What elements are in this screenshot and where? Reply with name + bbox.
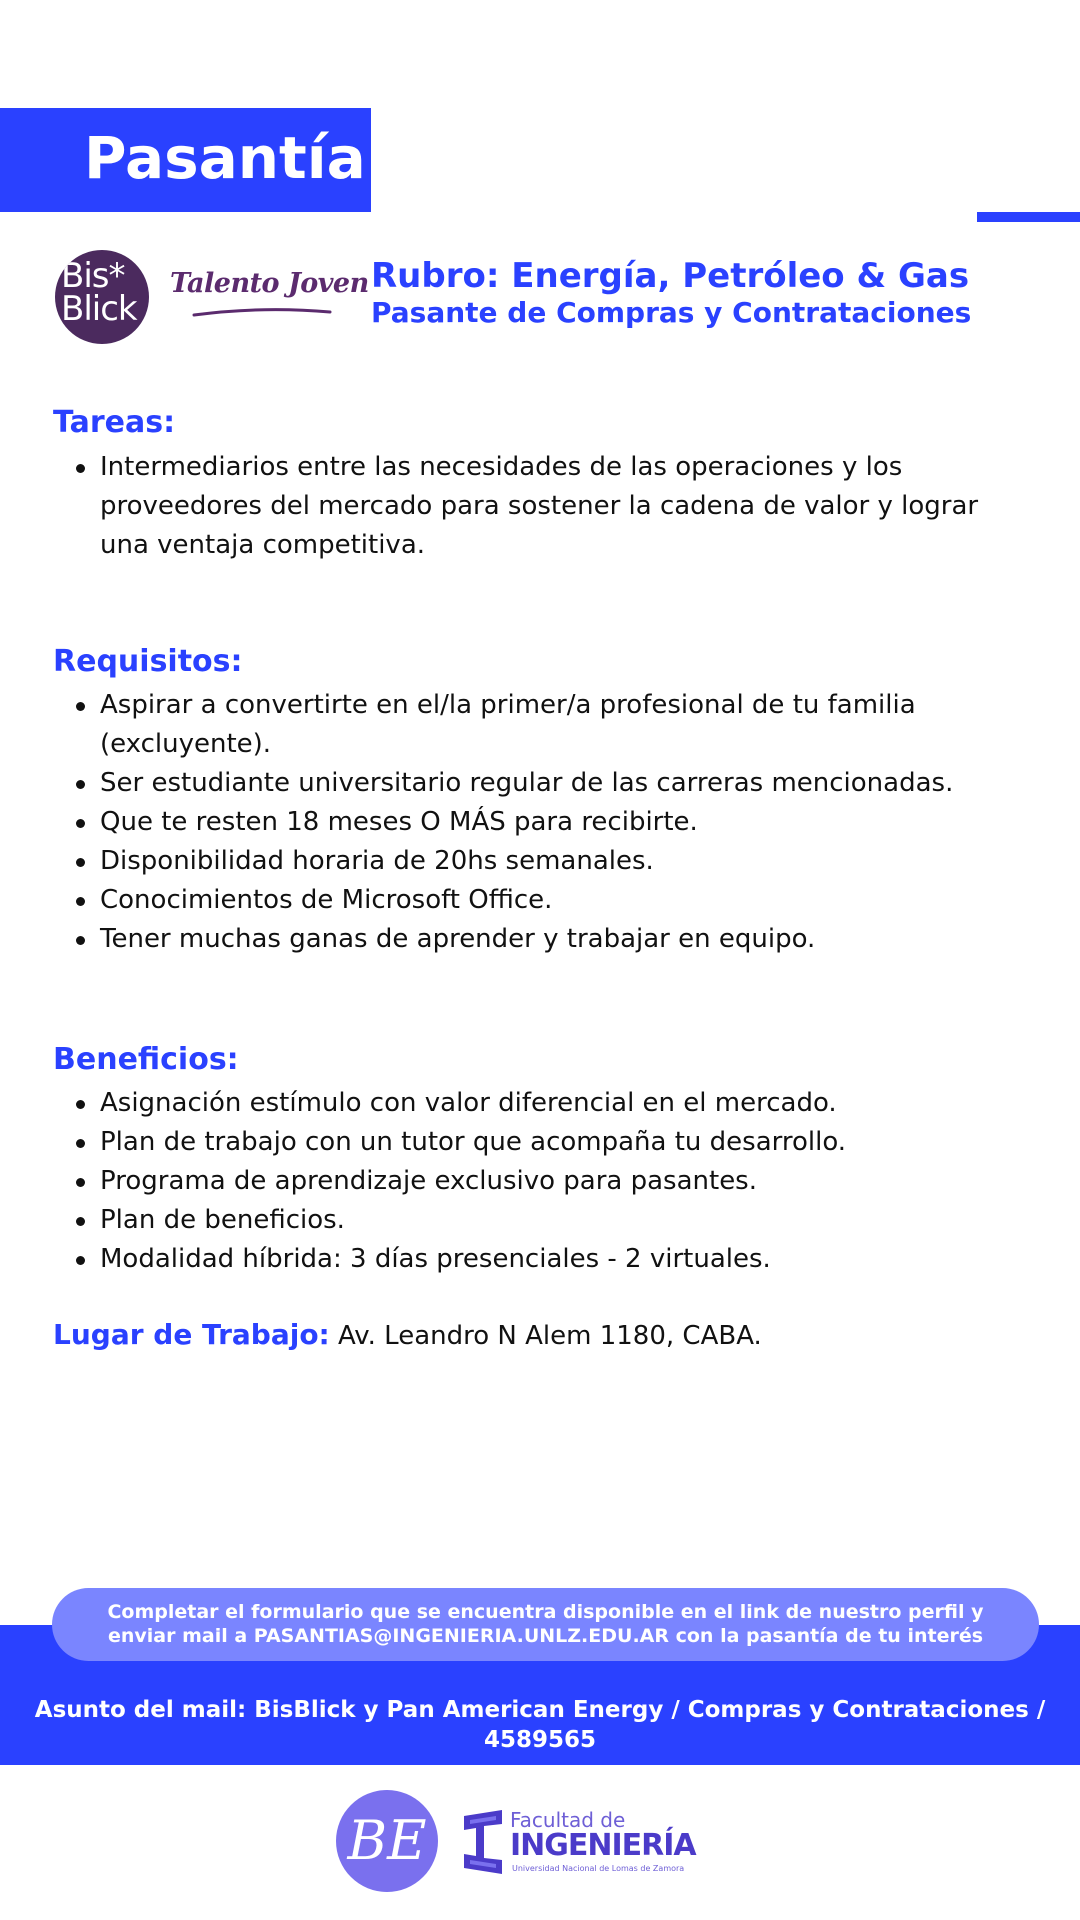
- work-location-value: Av. Leandro N Alem 1180, CABA.: [329, 1321, 762, 1351]
- instructions-line2: enviar mail a PASANTIAS@INGENIERIA.UNLZ.EDU.AR con la pasantía de tu interés: [107, 1625, 984, 1647]
- talento-joven-logo: [170, 268, 369, 324]
- title-banner: [0, 108, 371, 212]
- tareas-heading: Tareas:: [53, 405, 176, 440]
- list-item: Asignación estímulo con valor diferencial en el mercado.: [100, 1084, 1000, 1123]
- requisitos-heading: Requisitos:: [53, 644, 243, 679]
- beneficios-heading: Beneficios:: [53, 1042, 239, 1077]
- list-item: Aspirar a convertirte en el/la primer/a profesional de tu familia (excluyente).: [100, 686, 1000, 764]
- list-item: Plan de trabajo con un tutor que acompaña tu desarrollo.: [100, 1123, 1000, 1162]
- list-item: Tener muchas ganas de aprender y trabajar en equipo.: [100, 920, 1000, 959]
- job-position: Pasante de Compras y Contrataciones: [371, 296, 972, 329]
- list-item: Conocimientos de Microsoft Office.: [100, 881, 1000, 920]
- work-location: [53, 1318, 762, 1351]
- list-item: Programa de aprendizaje exclusivo para pasantes.: [100, 1162, 1000, 1201]
- instructions-pill: [52, 1588, 1039, 1661]
- list-item: Ser estudiante universitario regular de las carreras mencionadas.: [100, 764, 1000, 803]
- list-item: Plan de beneficios.: [100, 1201, 1000, 1240]
- bisblick-logo-line1: Bis*: [61, 256, 125, 296]
- list-item: Disponibilidad horaria de 20hs semanales.: [100, 842, 1000, 881]
- facultad-line3: Universidad Nacional de Lomas de Zamora: [512, 1864, 685, 1873]
- accent-line: [977, 212, 1080, 222]
- list-item: Modalidad híbrida: 3 días presenciales - 2 virtuales.: [100, 1240, 1000, 1279]
- email-subject: Asunto del mail: BisBlick y Pan American Energy / Compras y Contrataciones / 4589565: [34, 1697, 1046, 1753]
- facultad-line2: INGENIERÍA: [510, 1828, 696, 1863]
- facultad-ingenieria-logo: [462, 1808, 722, 1878]
- beneficios-list: [100, 1084, 1000, 1279]
- talento-joven-wordmark: Talento Joven: [170, 268, 369, 299]
- page-title: Pasantía: [84, 124, 366, 192]
- be-logo: BE: [336, 1790, 438, 1892]
- facultad-line1: Facultad de: [510, 1808, 626, 1832]
- ingenieria-emblem-icon: [462, 1810, 504, 1874]
- work-location-label: Lugar de Trabajo:: [53, 1318, 330, 1351]
- job-rubro: Rubro: Energía, Petróleo & Gas: [371, 256, 970, 296]
- bisblick-logo-line2: Blick: [61, 289, 137, 329]
- requisitos-list: [100, 686, 1000, 959]
- list-item: Intermediarios entre las necesidades de las operaciones y los proveedores del mercado para sostener la cadena de valor y lograr una ventaja competitiva.: [100, 448, 1000, 565]
- instructions-line1: Completar el formulario que se encuentra disponible en el link de nuestro perfil y: [107, 1601, 984, 1623]
- tareas-list: [100, 448, 1000, 565]
- bisblick-logo: [55, 250, 149, 344]
- list-item: Que te resten 18 meses O MÁS para recibirte.: [100, 803, 1000, 842]
- swoosh-icon: [192, 306, 332, 318]
